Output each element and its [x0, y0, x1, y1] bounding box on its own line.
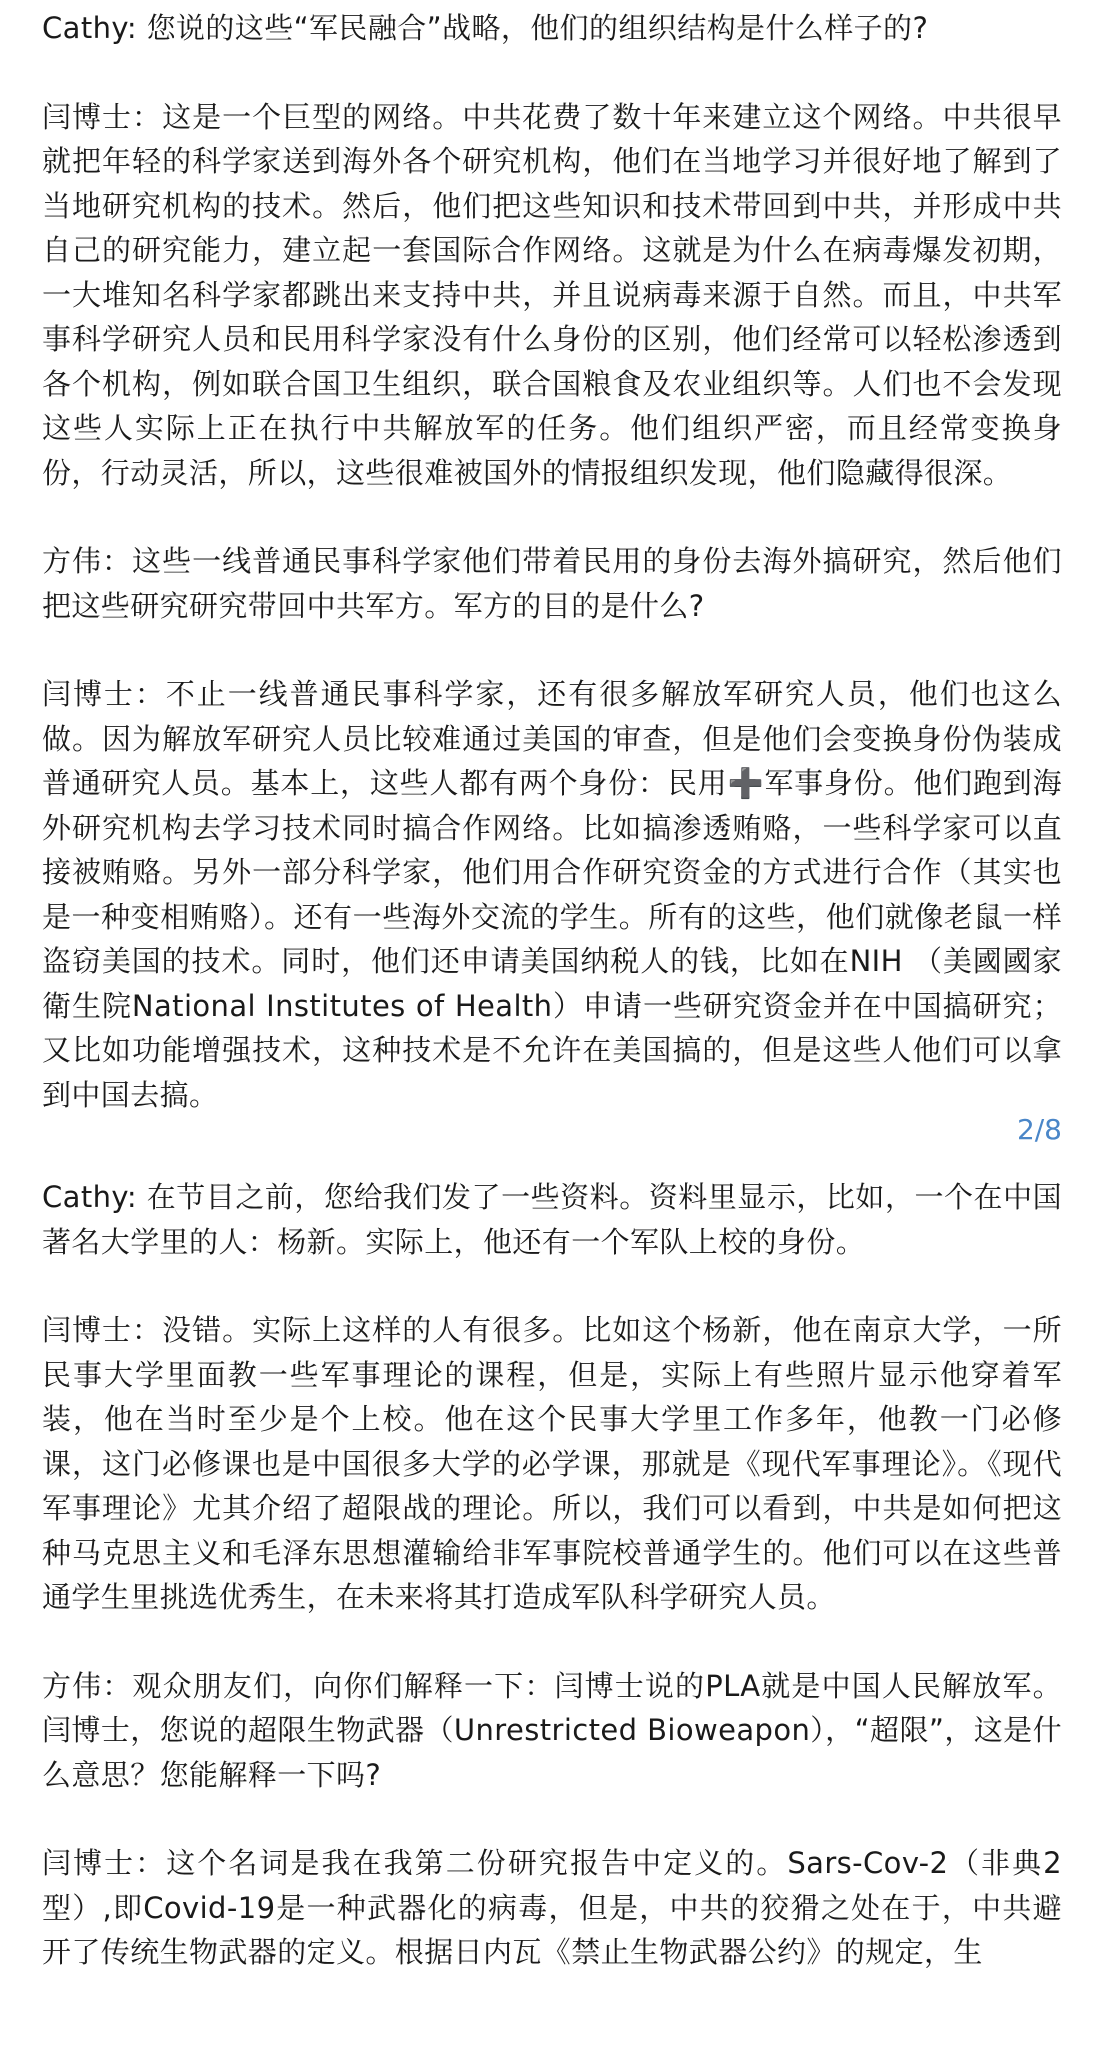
paragraph-text: 闫博士：没错。实际上这样的人有很多。比如这个杨新，他在南京大学，一所民事大学里面教一些军事理论的课程，但是，实际上有些照片显示他穿着军装，他在当时至少是个上校。他在这个民事大学里工作多年，他教一门必修课，这门必修课也是中国很多大学的必学课，那就是《现代军事理论》。《现代军事理论》尤其介绍了超限战的理论。所以，我们可以看到，中共是如何把这种马克思主义和毛泽东思想灌输给非军事院校普通学生的。他们可以在这些普通学生里挑选优秀生，在未来将其打造成军队科学研究人员。 — [42, 1313, 1062, 1614]
paragraph-text: 军事身份。他们跑到海外研究机构去学习技术同时搞合作网络。比如搞渗透贿赂，一些科学家可以直接被贿赂。另外一部分科学家，他们用合作研究资金的方式进行合作（其实也是一种变相贿赂）。还有一些海外交流的学生。所有的这些，他们就像老鼠一样盗窃美国的技术。同时，他们还申请美国纳税人的钱，比如在NIH （美國國家衛生院National Institutes of Health）申请一些研究资金并在中国搞研究；又比如功能增强技术，这种技术是不允许在美国搞的，但是这些人他们可以拿到中国去搞。 — [42, 766, 1062, 1112]
paragraph-cathy-question-1 — [42, 6, 1062, 51]
paragraph-text: Cathy: 您说的这些“军民融合”战略，他们的组织结构是什么样子的? — [42, 11, 929, 45]
paragraph-text: Cathy: 在节目之前，您给我们发了一些资料。资料里显示，比如，一个在中国著名大学里的人：杨新。实际上，他还有一个军队上校的身份。 — [42, 1180, 1062, 1259]
paragraph-yan-answer-3 — [42, 1308, 1062, 1620]
paragraph-text: 方伟：这些一线普通民事科学家他们带着民用的身份去海外搞研究，然后他们把这些研究研究带回中共军方。军方的目的是什么? — [42, 544, 1062, 623]
plus-icon: ➕ — [727, 766, 765, 800]
paragraph-text: 闫博士：不止一线普通民事科学家，还有很多解放军研究人员，他们也这么做。因为解放军研究人员比较难通过美国的审查，但是他们会变换身份伪装成普通研究人员。基本上，这些人都有两个身份：民用 — [42, 677, 1062, 800]
spacer — [42, 1149, 1062, 1175]
paragraph-text: 闫博士：这是一个巨型的网络。中共花费了数十年来建立这个网络。中共很早就把年轻的科学家送到海外各个研究机构，他们在当地学习并很好地了解到了当地研究机构的技术。然后，他们把这些知识和技术带回到中共，并形成中共自己的研究能力，建立起一套国际合作网络。这就是为什么在病毒爆发初期，一大堆知名科学家都跳出来支持中共，并且说病毒来源于自然。而且，中共军事科学研究人员和民用科学家没有什么身份的区别，他们经常可以轻松渗透到各个机构，例如联合国卫生组织，联合国粮食及农业组织等。人们也不会发现这些人实际上正在执行中共解放军的任务。他们组织严密，而且经常变换身份，行动灵活，所以，这些很难被国外的情报组织发现，他们隐藏得很深。 — [42, 99, 1062, 490]
paragraph-cathy-question-2 — [42, 1175, 1062, 1264]
paragraph-yan-answer-1 — [42, 95, 1062, 496]
paragraph-fang-question-1 — [42, 539, 1062, 628]
paragraph-yan-answer-2 — [42, 672, 1062, 1117]
paragraph-yan-answer-4 — [42, 1841, 1062, 1975]
paragraph-text: 方伟：观众朋友们，向你们解释一下：闫博士说的PLA就是中国人民解放军。闫博士，您说的超限生物武器（Unrestricted Bioweapon），“超限”，这是什么意思？您能解释一下吗? — [42, 1668, 1062, 1792]
paragraph-text: 闫博士：这个名词是我在我第二份研究报告中定义的。Sars-Cov-2（非典2型）,即Covid-19是一种武器化的病毒，但是，中共的狡猾之处在于，中共避开了传统生物武器的定义。根据日内瓦《禁止生物武器公约》的规定，生 — [42, 1846, 1062, 1969]
paragraph-fang-question-2 — [42, 1664, 1062, 1798]
page-indicator: 2/8 — [1016, 1113, 1062, 1146]
